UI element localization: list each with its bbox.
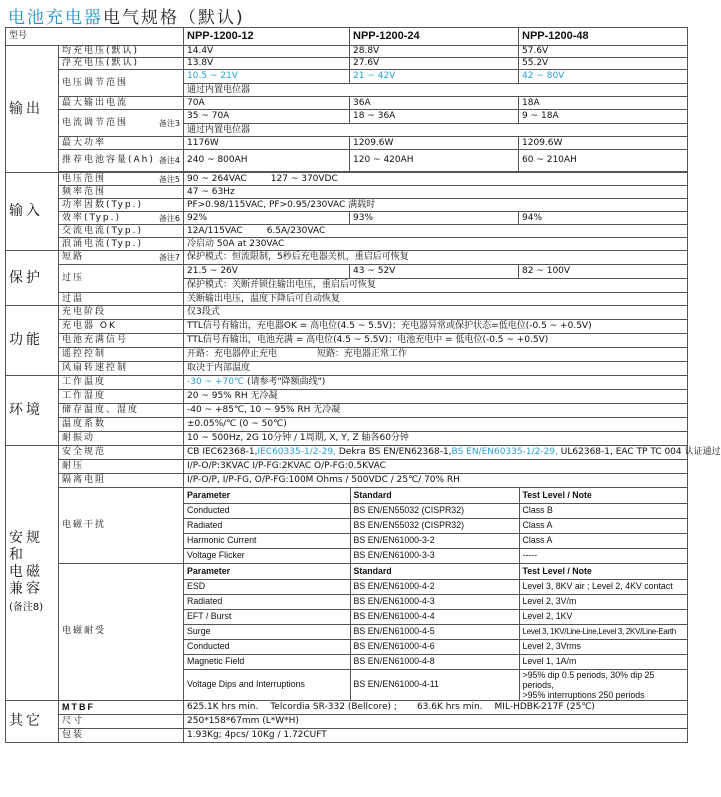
input-voltage-value [184,173,688,186]
float-v-24: 27.6V [350,58,519,70]
v-adj-24: 21 ~ 42V [350,70,519,84]
std-p5: UL62368-1, EAC TP TC 004 认证通过 [557,447,721,457]
section-safety-d: (备注8) [9,601,44,613]
section-output: 输出 [6,46,59,173]
short-label-text: 短路 [62,252,85,262]
temp-label: 工作温度 [59,376,184,390]
table-row [184,609,688,624]
ovp-12: 21.5 ~ 26V [184,265,350,279]
boost-v-24: 28.8V [350,46,519,58]
section-safety-b: 电磁 [9,563,43,580]
emi-header-level: Test Level / Note [519,488,688,503]
storage-value: -40 ~ +85℃, 10 ~ 95% RH 无冷凝 [184,404,688,418]
mtbf-v3: 63.6K hrs min. [416,701,483,712]
eff-48: 94% [519,212,688,225]
vib-label: 耐振动 [59,432,184,446]
ems-std: BS EN/EN61000-4-8 [350,654,519,669]
ac-current-label: 交流电流(Typ.) [59,225,184,238]
std-p4: BS EN/EN60335-1/2-29, [451,447,558,457]
ems-param: ESD [184,579,350,594]
mtbf-v4: MIL-HDBK-217F (25℃) [494,701,595,712]
section-others: 其它 [6,700,59,742]
float-voltage-label: 均充电压(默认) [59,46,184,58]
emi-level: ----- [522,550,538,561]
model-24: NPP-1200-24 [350,28,519,46]
ems-table [184,564,688,700]
ems-dips-note1: >95% dip 0.5 periods, 30% dip 25 periods, [522,669,655,690]
max-current-label: 最大输出电流 [59,97,184,110]
ems-dips-note [519,669,688,700]
dimension-value: 250*158*67mm (L*W*H) [184,714,688,728]
emi-header-row [184,488,688,503]
input-voltage-ac: 90 ~ 264VAC [187,173,247,184]
vib-value: 10 ~ 500Hz, 2G 10分钟 / 1周期, X, Y, Z 轴各60分钟 [184,432,688,446]
title-colored: 电池充电器 [8,8,103,28]
max-power-12: 1176W [184,137,350,150]
eff-12: 92% [184,212,350,225]
dimension-label: 尺寸 [59,714,184,728]
battery-12: 240 ~ 800AH [184,150,350,172]
short-note-ref: 备注7 [158,253,181,262]
withstand-label: 耐压 [59,460,184,474]
packing-label: 包装 [59,728,184,742]
mtbf-v1: 625.1K hrs min. [187,701,259,712]
boost-v-12: 14.4V [184,46,350,58]
stage-value: 仅3段式 [184,306,688,320]
emi-param: Conducted [184,503,350,518]
i-adj-12: 35 ~ 70A [184,110,350,124]
ems-level: Level 2, 1KV [519,609,688,624]
short-value: 保护模式：恒流限制，5秒后充电器关机，重启后可恢复 [184,251,688,265]
remote-short: 短路：充电器正常工作 [317,349,408,359]
input-voltage-label-text: 电压范围 [62,173,107,184]
table-row [184,518,688,533]
ems-level: Level 2, 3Vrms [519,639,688,654]
ems-param: Radiated [184,594,350,609]
ok-label: 充电器 OK [59,320,184,334]
std-value [184,446,721,460]
emi-std: BS EN/EN61000-3-3 [350,548,519,563]
ems-header-row [184,564,688,579]
model-12: NPP-1200-12 [184,28,350,46]
otp-value: 关断输出电压，温度下降后可自动恢复 [184,293,688,306]
battery-label-text: 推荐电池容量(Ah) [62,155,155,165]
ems-dips-param: Voltage Dips and Interruptions [184,669,350,700]
ok-value: TTL信号有输出，充电器OK = 高电位(4.5 ~ 5.5V)；充电器异常或保护状态=低电位(-0.5 ~ +0.5V) [184,320,688,334]
ovp-48: 82 ~ 100V [519,265,688,279]
section-safety [6,446,59,701]
ovp-label: 过压 [59,265,184,293]
v-adj-12: 10.5 ~ 21V [184,70,350,84]
packing-value: 1.93Kg; 4pcs/ 10Kg / 1.72CUFT [184,728,688,742]
short-label [59,251,184,265]
ems-dips-note2: >95% interruptions 250 periods [522,689,645,700]
coef-label: 温度系数 [59,418,184,432]
ems-param: Surge [184,624,350,639]
header-row [6,28,688,46]
table-row [184,594,688,609]
table-row [184,639,688,654]
remote-value [184,348,688,362]
emi-header-parameter: Parameter [184,488,350,503]
remote-label: 遥控控制 [59,348,184,362]
eff-label-text: 效率(Typ.) [62,212,122,223]
input-voltage-label [59,173,184,186]
table-row [184,579,688,594]
boost-v-48: 57.6V [519,46,688,58]
temp-value [184,376,688,390]
page-title [8,3,245,28]
ems-header-parameter: Parameter [184,564,350,579]
section-protection: 保护 [6,251,59,306]
storage-label: 储存温度、湿度 [59,404,184,418]
ems-std: BS EN/EN61000-4-5 [350,624,519,639]
max-current-12: 70A [184,97,350,110]
ems-level: Level 3, 8KV air ; Level 2, 4KV contact [519,579,688,594]
section-input: 输入 [6,173,59,251]
withstand-value: I/P-O/P:3KVAC I/P-FG:2KVAC O/P-FG:0.5KVAC [184,460,688,474]
humid-value: 20 ~ 95% RH 无冷凝 [184,390,688,404]
model-48: NPP-1200-48 [519,28,688,46]
float-voltage2-label: 浮充电压(默认) [59,58,184,70]
ac-current-value [184,225,688,238]
battery-24: 120 ~ 420AH [350,150,519,172]
max-current-48: 18A [519,97,688,110]
ovp-24: 43 ~ 52V [350,265,519,279]
section-safety-a: 安规和 [9,529,43,563]
emi-param: Radiated [184,518,350,533]
emi-header-standard: Standard [350,488,519,503]
emi-cell [184,488,688,564]
float-v-48: 55.2V [519,58,688,70]
i-adj-24: 18 ~ 36A [350,110,519,124]
max-power-label: 最大功率 [59,137,184,150]
model-label: 型号 [6,28,184,46]
ems-level: Level 2, 3V/m [519,594,688,609]
freq-value: 47 ~ 63Hz [184,186,688,199]
battery-note-ref: 备注4 [158,156,181,165]
inrush-label: 浪涌电流(Typ.) [59,238,184,251]
max-current-24: 36A [350,97,519,110]
ems-level: Level 1, 1A/m [519,654,688,669]
std-p3: Dekra BS EN/EN62368-1, [336,447,452,457]
ac-current-230: 6.5A/230VAC [266,225,326,236]
mtbf-v2: Telcordia SR-332 (Bellcore) ; [270,701,397,712]
isolation-value: I/P-O/P, I/P-FG, O/P-FG:100M Ohms / 500VDC / 25℃/ 70% RH [184,474,688,488]
emi-level: Class A [519,533,688,548]
full-value: TTL信号有输出，电池充满 = 高电位(4.5 ~ 5.5V)；电池充电中 = 低电位(-0.5 ~ +0.5V) [184,334,688,348]
ems-param: EFT / Burst [184,609,350,624]
max-power-48: 1209.6W [519,137,688,150]
float-v-12: 13.8V [184,58,350,70]
table-row [184,624,688,639]
table-row [184,533,688,548]
ems-std: BS EN/EN61000-4-2 [350,579,519,594]
ems-header-standard: Standard [350,564,519,579]
section-safety-c: 兼容 [9,580,43,597]
emi-param: Voltage Flicker [184,548,350,563]
i-adj-note-ref: 备注3 [158,118,181,128]
freq-label: 频率范围 [59,186,184,199]
ems-param: Conducted [184,639,350,654]
ac-current-115: 12A/115VAC [187,225,243,236]
ems-std: BS EN/EN61000-4-6 [350,639,519,654]
ems-label: 电磁耐受 [59,564,184,701]
i-adj-label-text: 电流调节范围 [62,117,129,128]
stage-label: 充电阶段 [59,306,184,320]
spec-table [5,27,721,743]
eff-label [59,212,184,225]
inrush-value: 冷启动 50A at 230VAC [184,238,688,251]
table-row [184,503,688,518]
v-adj-48: 42 ~ 80V [519,70,688,84]
ems-std: BS EN/EN61000-4-4 [350,609,519,624]
input-voltage-dc: 127 ~ 370VDC [270,173,338,184]
ems-level: Level 3, 1KV/Line-Line,Level 3, 2KV/Line-Earth [519,624,688,639]
temp-note: (请参考"降额曲线") [246,377,326,387]
max-power-24: 1209.6W [350,137,519,150]
i-adj-48: 9 ~ 18A [519,110,688,124]
table-row [184,548,688,563]
ems-std: BS EN/EN61000-4-3 [350,594,519,609]
std-p2: IEC60335-1/2-29, [257,447,336,457]
isolation-label: 隔离电阻 [59,474,184,488]
i-adj-label [59,110,184,137]
std-p1: CB IEC62368-1, [187,447,258,457]
eff-note-ref: 备注6 [158,213,181,223]
emi-std: BS EN/EN55032 (CISPR32) [350,503,519,518]
ems-param: Magnetic Field [184,654,350,669]
mtbf-label: MTBF [59,700,184,714]
i-adj-note: 通过内置电位器 [184,124,688,137]
v-adj-note: 通过内置电位器 [184,84,688,97]
input-voltage-note-ref: 备注5 [158,174,181,184]
pf-value: PF>0.98/115VAC, PF>0.95/230VAC 满载时 [184,199,688,212]
fan-value: 取决于内部温度 [184,362,688,376]
emi-std: BS EN/EN61000-3-2 [350,533,519,548]
eff-24: 93% [350,212,519,225]
title-rest: 电气规格（默认) [103,8,245,28]
emi-table [184,488,688,563]
v-adj-label: 电压调节范围 [59,70,184,97]
table-row [184,669,688,700]
coef-value: ±0.05%/℃ (0 ~ 50℃) [184,418,688,432]
remote-open: 开路：充电器停止充电 [187,349,278,359]
ems-dips-std: BS EN/EN61000-4-11 [350,669,519,700]
full-label: 电池充满信号 [59,334,184,348]
pf-label: 功率因数(Typ.) [59,199,184,212]
battery-48: 60 ~ 210AH [519,150,688,172]
ems-cell [184,564,688,701]
emi-level: Class A [519,518,688,533]
battery-label [59,150,184,172]
mtbf-value [184,700,688,714]
ems-header-level: Test Level / Note [519,564,688,579]
table-row [184,654,688,669]
section-function: 功能 [6,306,59,376]
std-label: 安全规范 [59,446,184,460]
otp-label: 过温 [59,293,184,306]
fan-label: 风扇转速控制 [59,362,184,376]
section-environment: 环境 [6,376,59,446]
emi-std: BS EN/EN55032 (CISPR32) [350,518,519,533]
emi-param: Harmonic Current [184,533,350,548]
emi-label: 电磁干扰 [59,488,184,564]
emi-level: Class B [519,503,688,518]
temp-range: -30 ~ +70℃ [187,377,245,387]
humid-label: 工作湿度 [59,390,184,404]
ovp-note: 保护模式：关断并锁住输出电压，重启后可恢复 [184,279,688,293]
